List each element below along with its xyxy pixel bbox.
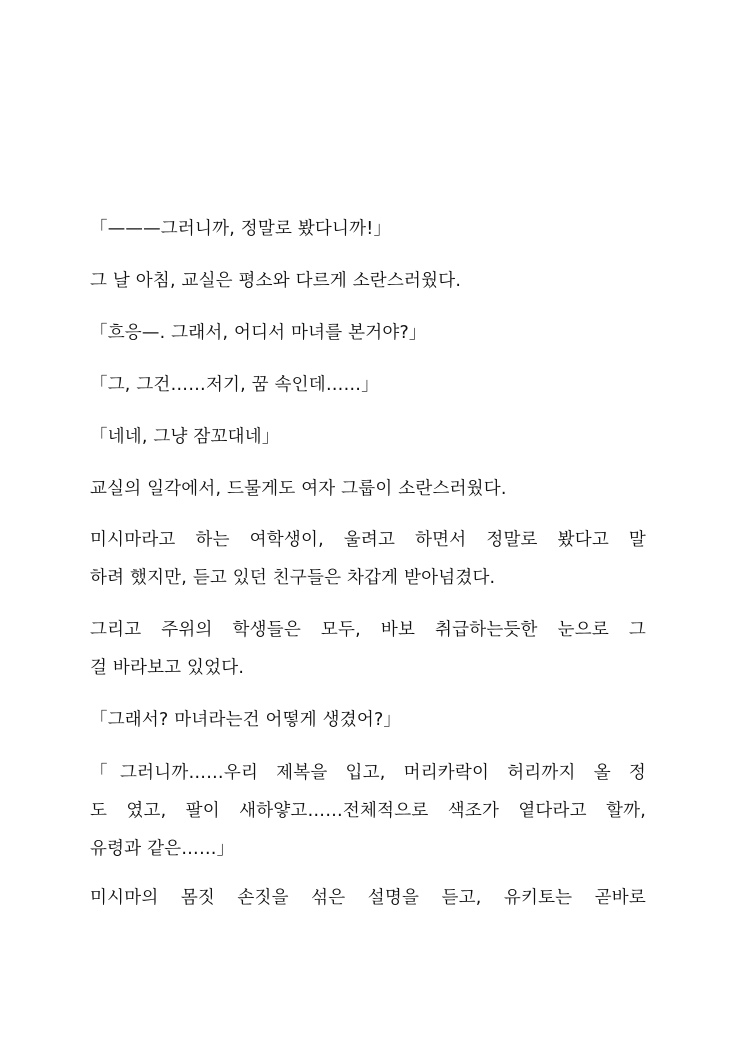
narration-paragraph-7 (90, 521, 646, 597)
text-line: 「그러니까……우리 제복을 입고, 머리카락이 허리까지 올 정 (90, 763, 646, 783)
text-line: 교실의 일각에서, 드물게도 여자 그룹이 소란스러웠다. (90, 479, 507, 499)
text-line: 그리고 주위의 학생들은 모두, 바보 취급하는듯한 눈으로 그 (90, 620, 646, 640)
text-line: 미시마라고 하는 여학생이, 울려고 하면서 정말로 봤다고 말 (90, 530, 646, 550)
text-line: 그 날 아침, 교실은 평소와 다르게 소란스러웠다. (90, 271, 462, 291)
narration-paragraph-11 (90, 879, 646, 917)
text-line: 「네네, 그냥 잠꼬대네」 (90, 427, 280, 447)
dialogue-paragraph-5 (90, 418, 646, 456)
text-line: 걸 바라보고 있었다. (90, 658, 245, 678)
dialogue-paragraph-1 (90, 210, 646, 248)
dialogue-paragraph-4 (90, 366, 646, 404)
narration-paragraph-8 (90, 611, 646, 687)
text-line: 미시마의 몸짓 손짓을 섞은 설명을 듣고, 유키토는 곧바로 (90, 888, 646, 908)
dialogue-paragraph-3 (90, 314, 646, 352)
text-line: 도 였고, 팔이 새하얗고……전체적으로 색조가 옅다라고 할까, (90, 801, 646, 821)
dialogue-paragraph-9 (90, 701, 646, 739)
narration-paragraph-2 (90, 262, 646, 300)
text-line: 유령과 같은……」 (90, 839, 235, 859)
text-line: 「그래서? 마녀라는건 어떻게 생겼어?」 (90, 710, 402, 730)
text-line: 「———그러니까, 정말로 봤다니까!」 (90, 219, 392, 239)
text-line: 「흐응—. 그래서, 어디서 마녀를 본거야?」 (90, 323, 427, 343)
narration-paragraph-6 (90, 470, 646, 508)
text-line: 「그, 그건……저기, 꿈 속인데……」 (90, 375, 379, 395)
text-line: 하려 했지만, 듣고 있던 친구들은 차갑게 받아넘겼다. (90, 568, 496, 588)
dialogue-paragraph-10 (90, 754, 646, 868)
